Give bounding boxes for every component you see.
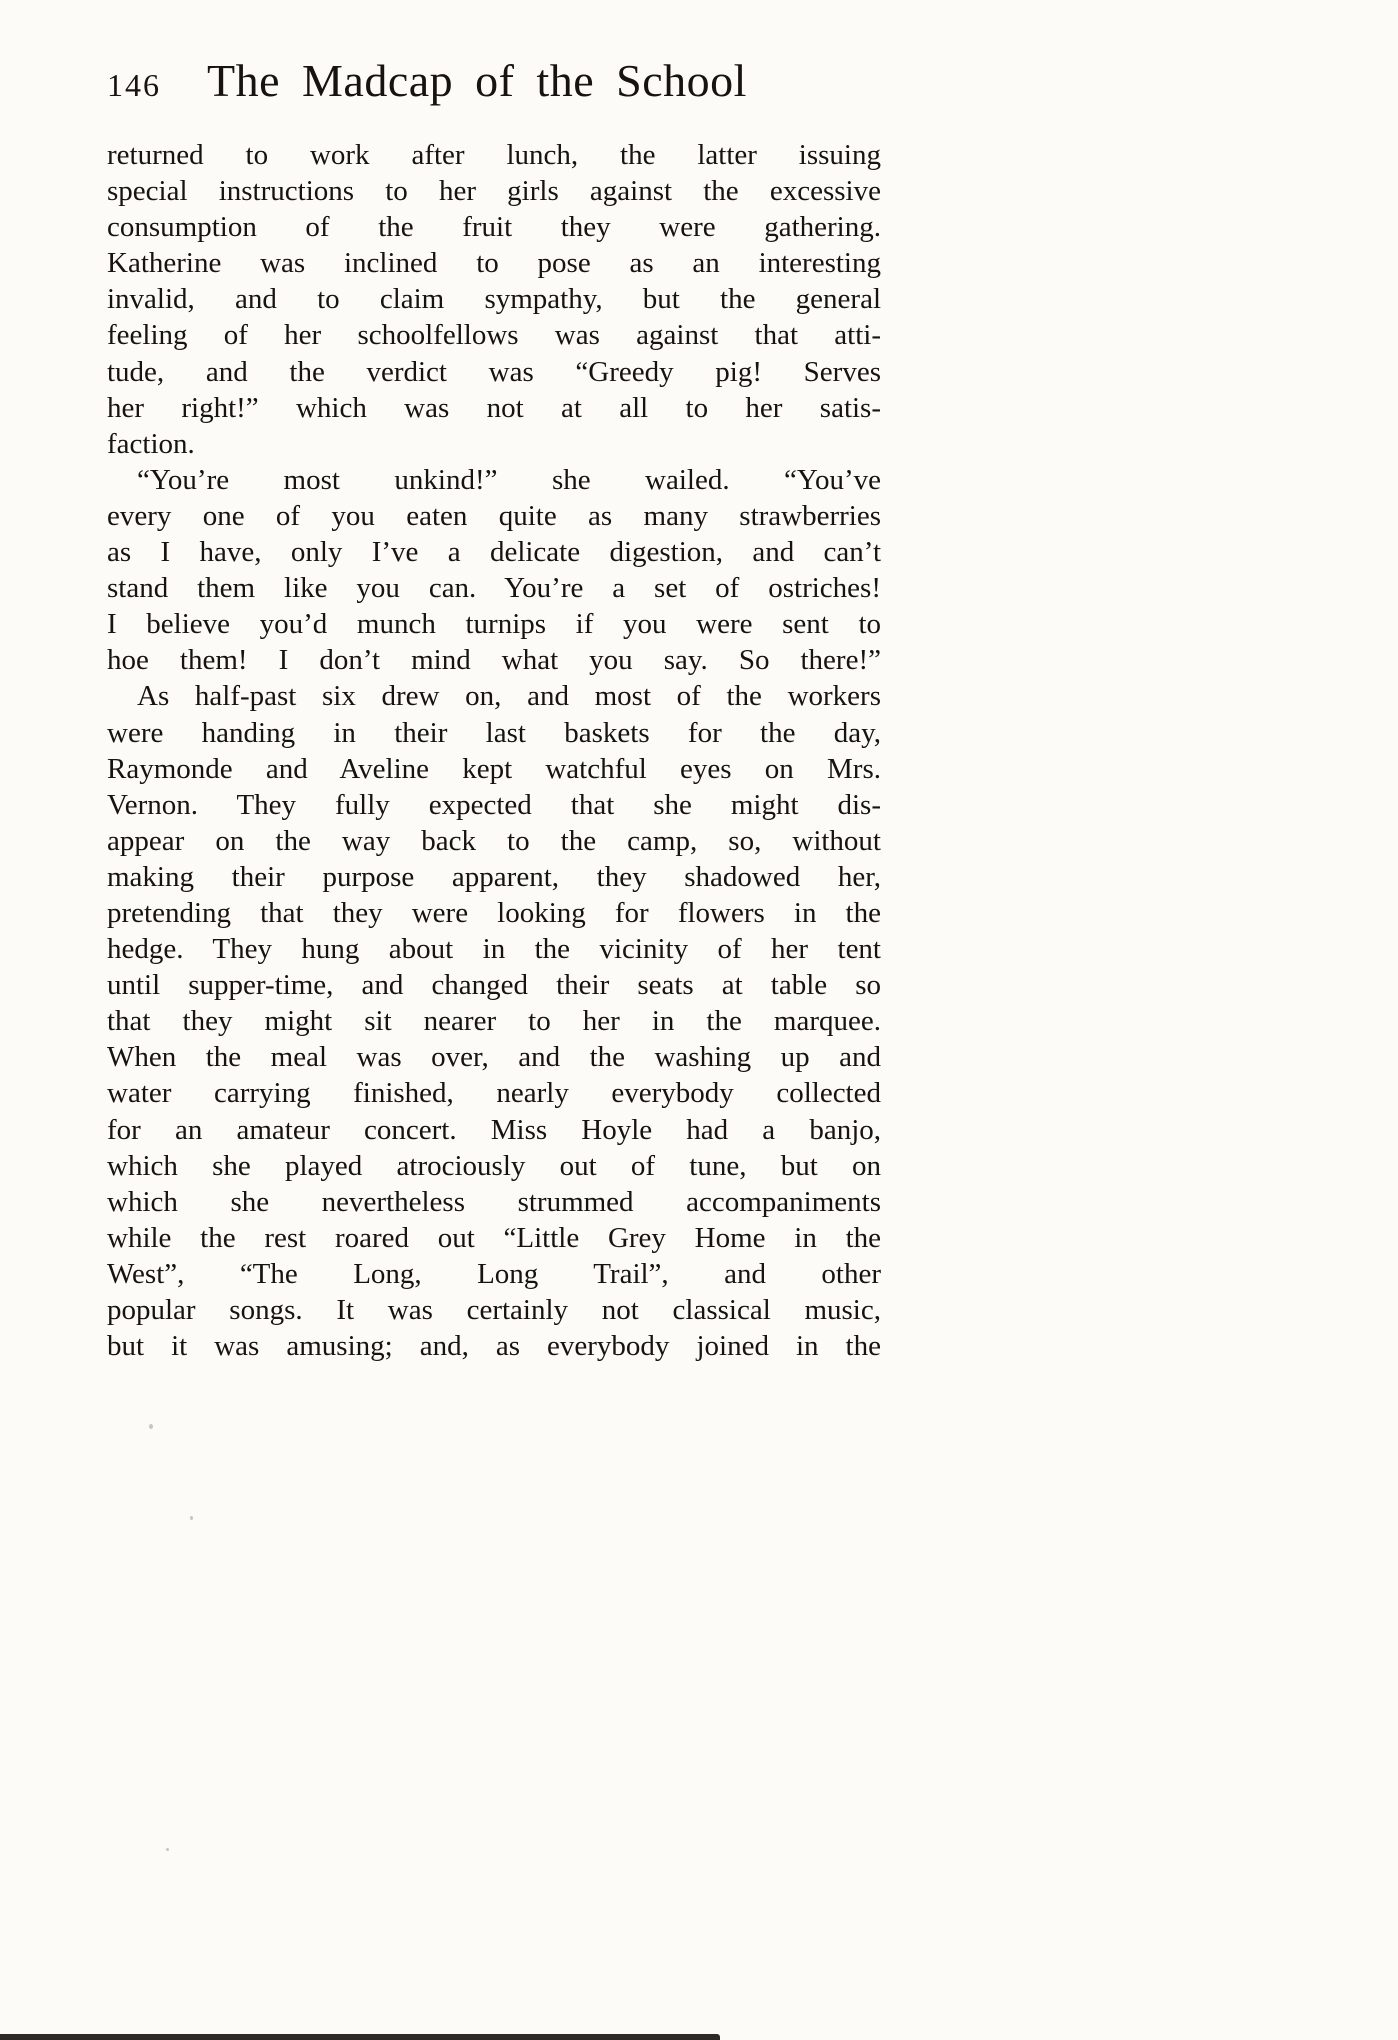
text-line: invalid, and to claim sympathy, but the general bbox=[107, 283, 881, 316]
scan-speck bbox=[166, 1848, 169, 1851]
text-line: but it was amusing; and, as everybody joined in the bbox=[107, 1330, 881, 1363]
paragraph bbox=[107, 678, 881, 1364]
text-line: hoe them! I don’t mind what you say. So there!” bbox=[107, 644, 881, 677]
text-line: water carrying finished, nearly everybody collected bbox=[107, 1077, 881, 1110]
text-line: Vernon. They fully expected that she might dis- bbox=[107, 788, 881, 821]
text-line: for an amateur concert. Miss Hoyle had a banjo, bbox=[107, 1113, 881, 1146]
text-line: When the meal was over, and the washing up and bbox=[107, 1041, 881, 1074]
text-line: West”, “The Long, Long Trail”, and other bbox=[107, 1257, 881, 1290]
text-line: her right!” which was not at all to her satis- bbox=[107, 391, 881, 424]
text-line: that they might sit nearer to her in the marquee. bbox=[107, 1005, 881, 1038]
text-line: pretending that they were looking for flowers in the bbox=[107, 896, 881, 929]
text-line: I believe you’d munch turnips if you were sent to bbox=[107, 608, 881, 641]
text-line: until supper-time, and changed their seats at table so bbox=[107, 969, 881, 1002]
text-line: tude, and the verdict was “Greedy pig! Serves bbox=[107, 355, 881, 388]
text-line: hedge. They hung about in the vicinity of her tent bbox=[107, 933, 881, 966]
paragraph bbox=[107, 137, 881, 462]
text-line: special instructions to her girls against the excessive bbox=[107, 175, 881, 208]
text-line: were handing in their last baskets for the day, bbox=[107, 716, 881, 749]
text-line: which she nevertheless strummed accompaniments bbox=[107, 1185, 881, 1218]
page-body bbox=[107, 137, 881, 1364]
text-line: feeling of her schoolfellows was against that atti- bbox=[107, 319, 881, 352]
text-line: stand them like you can. You’re a set of ostriches! bbox=[107, 572, 881, 605]
text-line: appear on the way back to the camp, so, without bbox=[107, 824, 881, 857]
scan-speck bbox=[149, 1424, 153, 1429]
text-line: making their purpose apparent, they shadowed her, bbox=[107, 860, 881, 893]
page-number: 146 bbox=[107, 67, 161, 103]
text-line: Katherine was inclined to pose as an interesting bbox=[107, 247, 881, 280]
text-line: while the rest roared out “Little Grey Home in the bbox=[107, 1221, 881, 1254]
page-header bbox=[107, 54, 747, 107]
text-line: which she played atrociously out of tune, but on bbox=[107, 1149, 881, 1182]
scan-edge-artifact bbox=[0, 2034, 720, 2040]
text-line: returned to work after lunch, the latter issuing bbox=[107, 139, 881, 171]
scan-speck bbox=[190, 1516, 193, 1520]
text-line: every one of you eaten quite as many strawberries bbox=[107, 499, 881, 532]
text-line: consumption of the fruit they were gathering. bbox=[107, 211, 881, 244]
text-line: As half-past six drew on, and most of the workers bbox=[137, 680, 881, 713]
text-line: Raymonde and Aveline kept watchful eyes on Mrs. bbox=[107, 752, 881, 785]
running-title: The Madcap of the School bbox=[207, 55, 747, 106]
text-line: popular songs. It was certainly not classical music, bbox=[107, 1294, 881, 1326]
text-line: as I have, only I’ve a delicate digestion, and can’t bbox=[107, 536, 881, 569]
text-line: faction. bbox=[107, 427, 195, 460]
paragraph bbox=[107, 462, 881, 679]
text-line: “You’re most unkind!” she wailed. “You’ve bbox=[137, 463, 881, 496]
